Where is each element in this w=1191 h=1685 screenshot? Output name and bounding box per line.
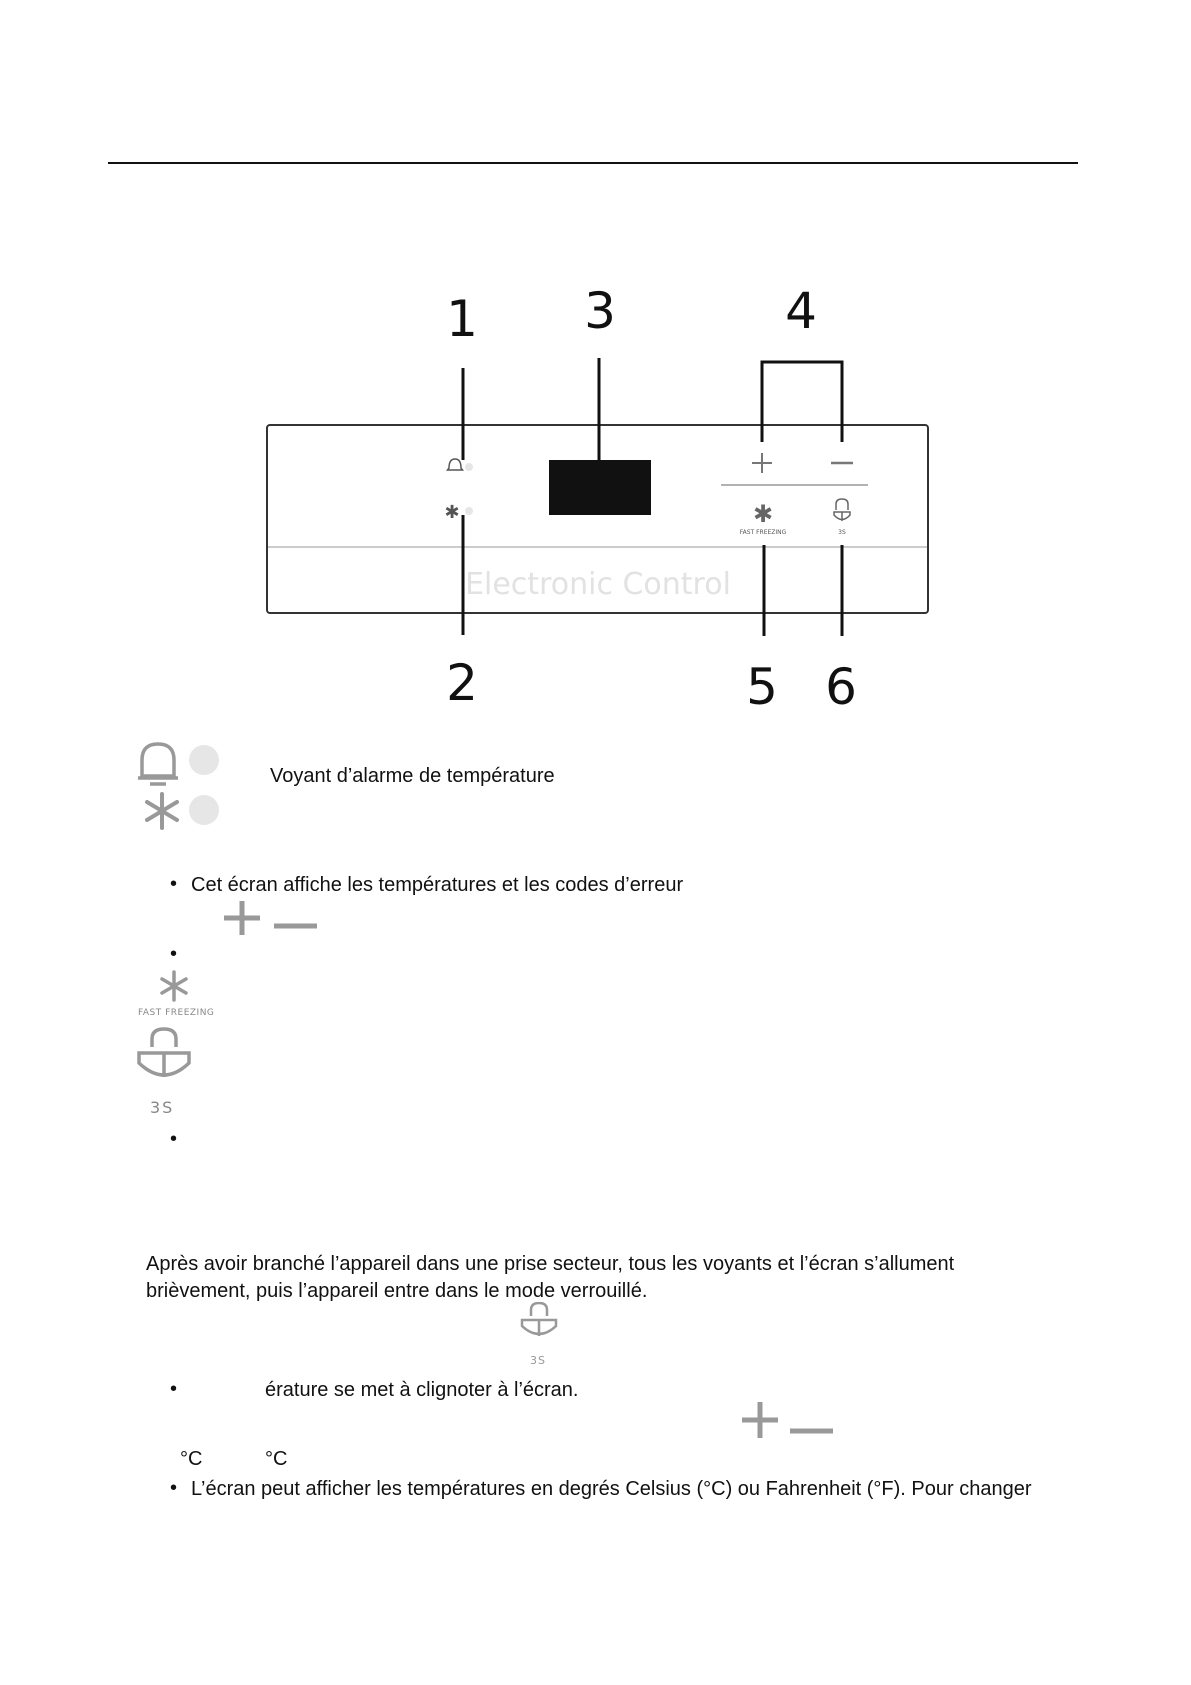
panel-fast-freezing-icon: ✱: [752, 500, 774, 528]
bullet-marker: •: [170, 943, 178, 965]
freeze-led-icon: [189, 795, 219, 825]
alarm-led-icon: [189, 745, 219, 775]
callout-4: 4: [785, 282, 817, 340]
intro-line-2: brièvement, puis l’appareil entre dans le mode verrouillé.: [146, 1280, 648, 1302]
blink-text: érature se met à clignoter à l’écran.: [265, 1379, 579, 1401]
lock-icon: [134, 1027, 194, 1089]
plus-minus-inline-icons: [740, 1400, 840, 1440]
callout-2: 2: [446, 654, 478, 712]
panel-lock-icon: [834, 499, 850, 521]
units-text: L’écran peut afficher les températures en degrés Celsius (°C) ou Fahrenheit (°F). Pour changer: [191, 1478, 1032, 1500]
panel-plus-icon: [752, 453, 772, 473]
bullet-marker: •: [170, 1477, 178, 1499]
legend-indicator-icons: [134, 736, 234, 831]
bell-icon: [138, 744, 178, 784]
panel-display: [549, 460, 651, 515]
fast-freezing-caption: FAST FREEZING: [138, 1008, 215, 1018]
bullet-marker: •: [170, 873, 178, 895]
control-panel-diagram: [0, 0, 1191, 720]
panel-lock-hold-label: 3S: [838, 529, 846, 536]
snowflake-icon: [147, 794, 177, 828]
alarm-indicator-text: Voyant d’alarme de température: [270, 765, 555, 787]
plus-icon: [742, 1402, 778, 1438]
callout-6: 6: [825, 658, 857, 716]
panel-bell-icon: [448, 459, 463, 470]
bullet-marker: •: [170, 1128, 178, 1150]
panel-snowflake-icon: ✱: [444, 502, 460, 523]
lock-caption: 3S: [150, 1098, 175, 1117]
celsius-label-a: °C: [180, 1448, 203, 1470]
display-description-text: Cet écran affiche les températures et les codes d’erreur: [191, 874, 684, 896]
callout-5: 5: [746, 658, 778, 716]
celsius-label-b: °C: [265, 1448, 288, 1470]
bullet-marker: •: [170, 1378, 178, 1400]
panel-freeze-led: [465, 507, 473, 515]
leader-4: [762, 362, 842, 442]
lock-icon-inline: [518, 1302, 558, 1348]
lock-inline-caption: 3S: [530, 1354, 546, 1367]
panel-fast-freezing-label: FAST FREEZING: [739, 529, 787, 536]
plus-minus-icons: [220, 898, 320, 938]
intro-line-1: Après avoir branché l’appareil dans une prise secteur, tous les voyants et l’écran s’allument: [146, 1253, 955, 1275]
fast-freezing-icon: [138, 970, 208, 1008]
callout-1: 1: [446, 290, 478, 348]
callout-3: 3: [584, 282, 616, 340]
plus-icon: [224, 901, 260, 935]
panel-alarm-led: [465, 463, 473, 471]
panel-brand-label: Electronic Control: [465, 567, 731, 602]
